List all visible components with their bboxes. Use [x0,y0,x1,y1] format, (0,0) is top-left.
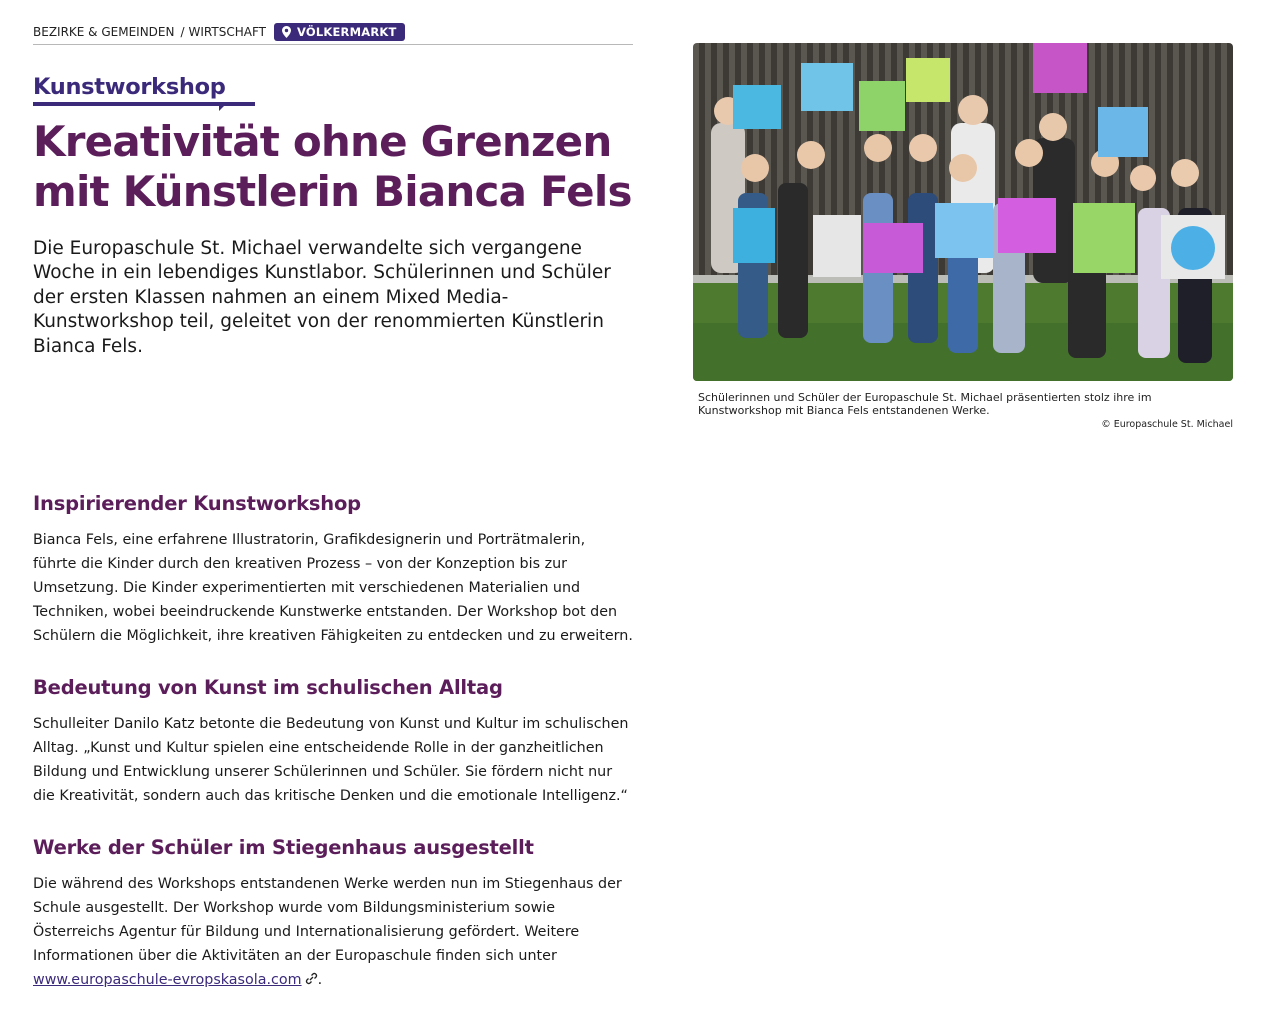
breadcrumb-separator: / [180,25,185,39]
section-text-3 [33,872,633,992]
article-column [33,22,633,988]
location-label: VÖLKERMARKT [296,25,397,39]
kicker-tail [219,102,228,111]
image-credit: © Europaschule St. Michael [1101,419,1233,430]
section-text-1: Bianca Fels, eine erfahrene Illustratorin, Grafikdesignerin und Porträtmalerin, führte die Kinder durch den kreativen Prozess – von der Konzeption bis zur Umsetzung. Die Kinder experimentierten mit verschiedenen Materialien und Techniken, wobei beeindruckende Kunstwerke entstanden. Der Workshop bot den Schülern die Möglichkeit, ihre kreativen Fähigkeiten zu entdecken und zu erweitern. [33,532,633,644]
section-text-3-end: . [317,972,323,988]
image-column [693,43,1233,430]
section-heading-2: Bedeutung von Kunst im schulischen Alltag [33,676,503,699]
headline: Kreativität ohne Grenzen mit Künstlerin Bianca Fels [33,117,632,216]
school-website-link[interactable]: www.europaschule-evropskasola.com [33,972,302,988]
external-link-icon[interactable] [305,972,318,985]
section-text-2: Schulleiter Danilo Katz betonte die Bedeutung von Kunst und Kultur im schulischen Alltag. „Kunst und Kultur spielen eine entscheidende Rolle in der ganzheitlichen Bildung und Entwicklung unserer Schülerinnen und Schüler. Sie fördern nicht nur die Kreativität, sondern auch das kritische Denken und die emotionale Intelligenz.“ [33,716,629,804]
breadcrumb [33,22,633,45]
map-pin-icon [282,26,291,38]
section-heading-3: Werke der Schüler im Stiegenhaus ausgestellt [33,836,534,859]
location-badge[interactable] [274,23,405,41]
article-photo[interactable] [693,43,1233,381]
kicker [33,74,226,100]
section-text-3-body: Die während des Workshops entstandenen Werke werden nun im Stiegenhaus der Schule ausgestellt. Der Workshop wurde vom Bildungsministerium sowie Österreichs Agentur für Bildung und Internationalisierung gefördert. Weitere Informationen über die Aktivitäten an der Europaschule finden sich unter [33,876,622,964]
breadcrumb-item-bezirke[interactable]: BEZIRKE & GEMEINDEN [33,25,175,39]
image-caption: Schülerinnen und Schüler der Europaschule St. Michael präsentierten stolz ihre im Kunstworkshop mit Bianca Fels entstandenen Werke. [698,391,1152,417]
kicker-text: Kunstworkshop [33,74,226,100]
section-heading-1: Inspirierender Kunstworkshop [33,492,361,515]
lead-paragraph: Die Europaschule St. Michael verwandelte sich vergangene Woche in ein lebendiges Kunstlabor. Schülerinnen und Schüler der ersten Klassen nahmen an einem Mixed Media-Kunstworkshop teil, geleitet von der renommierten Künstlerin Bianca Fels. [33,238,611,357]
breadcrumb-item-wirtschaft[interactable]: WIRTSCHAFT [188,25,266,39]
